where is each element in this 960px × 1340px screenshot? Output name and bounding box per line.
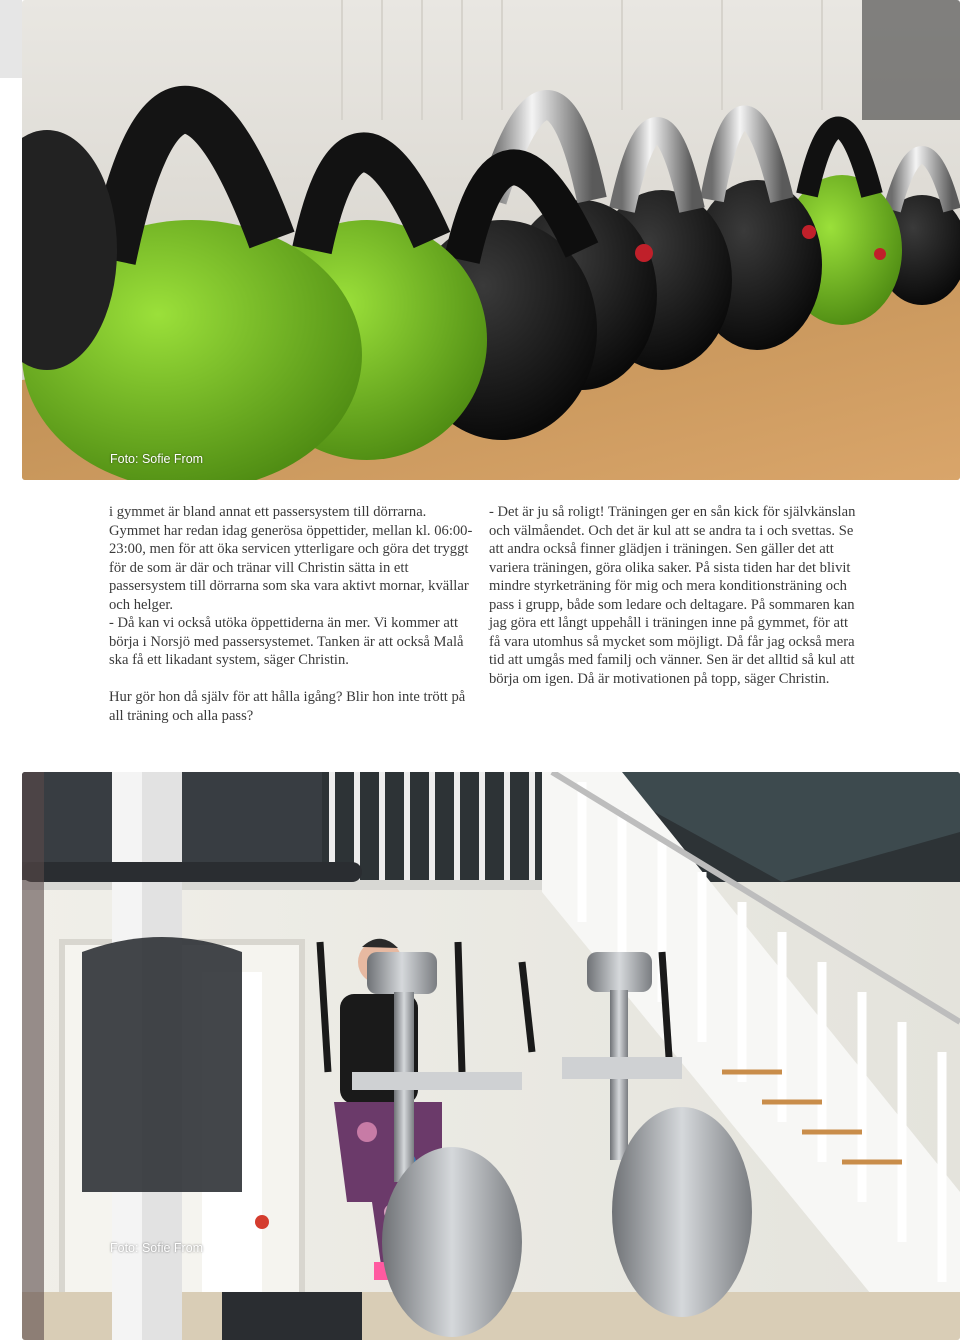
article-paragraph: - Då kan vi också utöka öppettiderna än mer. Vi kommer att börja i Norsjö med passersystemet. Tanken är att också Malå ska få ett likadant system, säger Christin. xyxy=(109,615,464,668)
page-corner-tab xyxy=(0,0,22,78)
photo-caption: Foto: Sofie From xyxy=(110,452,204,466)
photo-caption: Foto: Sofie From xyxy=(110,1241,204,1255)
article-paragraph: i gymmet är bland annat ett passersystem till dörrarna. Gymmet har redan idag generösa öppettider, mellan kl. 06:00-23:00, men för att öka servicen ytterligare och göra det tryggt för de som är där och tränar vill Christin sätta in ett passersystem till dörrarna som ska vara aktivt mornar, kvällar och helger. xyxy=(109,504,473,613)
article-right-column xyxy=(489,503,859,688)
article-left-column xyxy=(109,503,481,725)
kettlebells-photo xyxy=(22,0,960,480)
article-paragraph: Hur gör hon då själv för att hålla igång? Blir hon inte trött på all träning och alla pass? xyxy=(109,689,466,724)
article-paragraph: - Det är ju så roligt! Träningen ger en sån kick för självkänslan och välmåendet. Och det är kul att se andra ta i och svettas. Se att andra också finner glädjen i träningen. Sen gäller det att variera träningen, göra olika saker. På sista tiden har det blivit mindre styrketräning för mig och mera konditionsträning och pass i grupp, både som ledare och deltagare. På sommaren kan jag göra ett långt uppehåll i träningen inne på gymmet, för att få vara utomhus så mycket som möjligt. Då får jag också mera tid att umgås med familj och vänner. Sen är det alltid så kul att börja om igen. Då är motivationen på topp, säger Christin. xyxy=(489,504,856,687)
